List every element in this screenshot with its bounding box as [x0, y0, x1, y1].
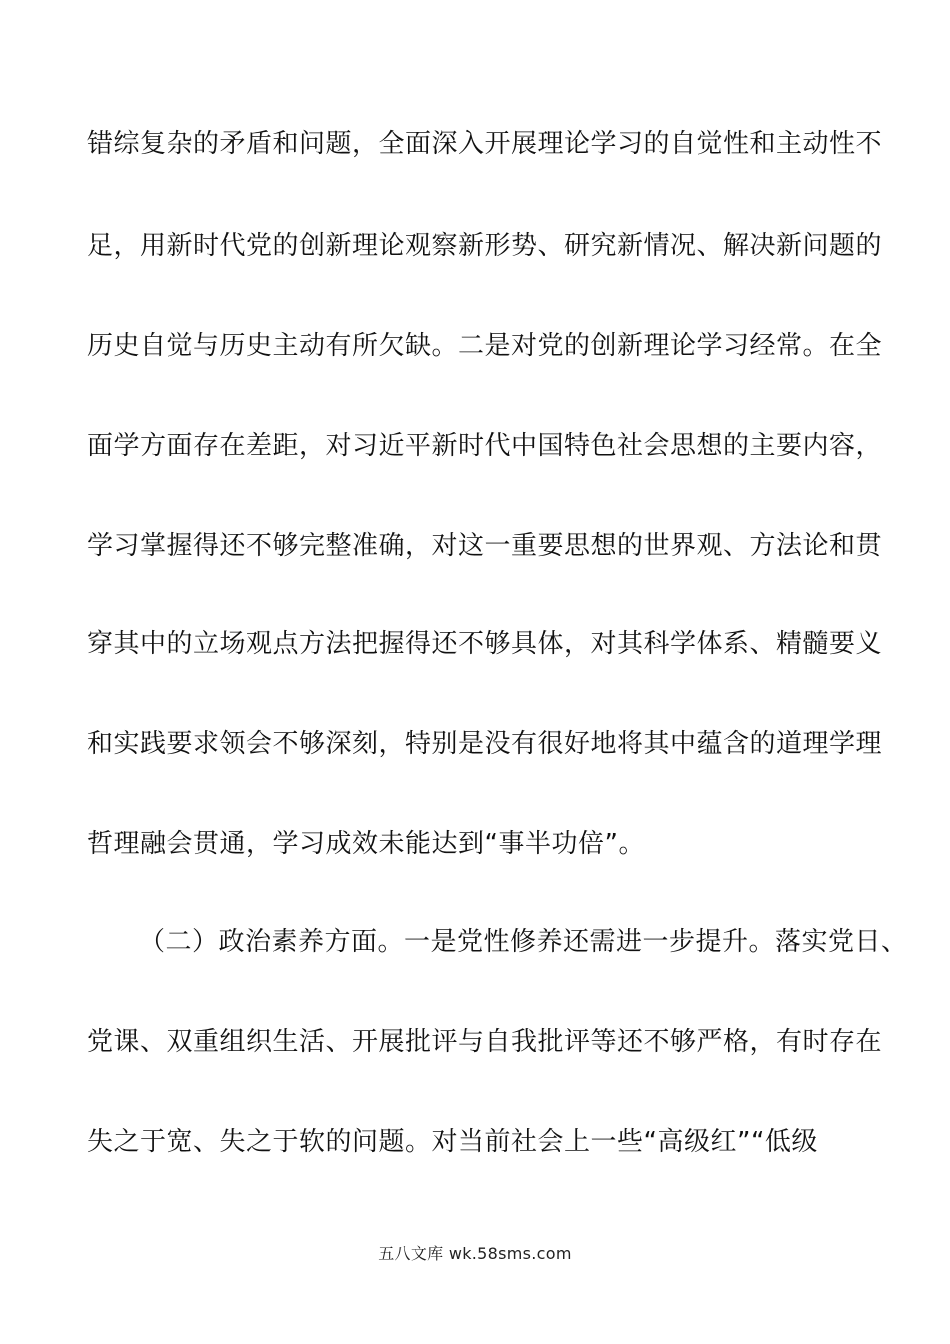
paragraph-line: 穿其中的立场观点方法把握得还不够具体，对其科学体系、精髓要义 — [87, 629, 883, 659]
paragraph-line: 错综复杂的矛盾和问题，全面深入开展理论学习的自觉性和主动性不 — [87, 129, 883, 159]
section-heading-line: （二）政治素养方面。一是党性修养还需进一步提升。落实党日、 — [139, 927, 908, 957]
paragraph-line: 学习掌握得还不够完整准确，对这一重要思想的世界观、方法论和贯 — [87, 531, 883, 561]
paragraph-line: 和实践要求领会不够深刻，特别是没有很好地将其中蕴含的道理学理 — [87, 729, 883, 759]
paragraph-line: 足，用新时代党的创新理论观察新形势、研究新情况、解决新问题的 — [87, 231, 883, 261]
paragraph-line: 党课、双重组织生活、开展批评与自我批评等还不够严格，有时存在 — [87, 1027, 883, 1057]
paragraph-line: 历史自觉与历史主动有所欠缺。二是对党的创新理论学习经常。在全 — [87, 331, 883, 361]
paragraph-line: 失之于宽、失之于软的问题。对当前社会上一些“高级红”“低级 — [87, 1127, 818, 1157]
paragraph-line: 哲理融会贯通，学习成效未能达到“事半功倍”。 — [87, 829, 645, 859]
footer-watermark: 五八文库 wk.58sms.com — [378, 1244, 572, 1263]
paragraph-line: 面学方面存在差距，对习近平新时代中国特色社会思想的主要内容， — [87, 431, 883, 461]
